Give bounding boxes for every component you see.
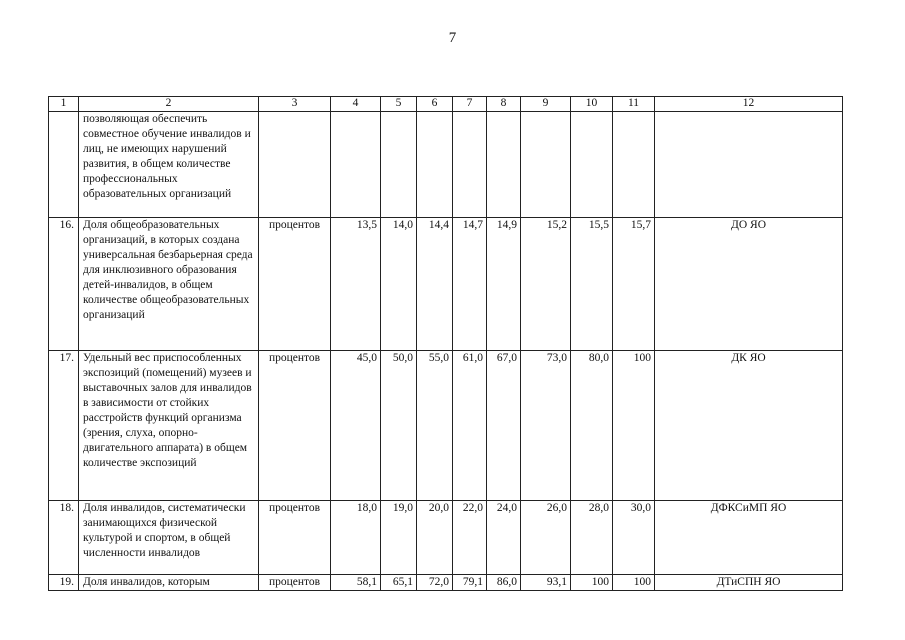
value-cell: 28,0 [571,501,613,575]
unit-cell: процентов [259,501,331,575]
header-cell: 6 [417,97,453,112]
header-cell: 8 [487,97,521,112]
value-cell: 20,0 [417,501,453,575]
header-cell: 12 [655,97,843,112]
value-cell [331,112,381,218]
header-cell: 3 [259,97,331,112]
executor-cell: ДТиСПН ЯО [655,575,843,591]
value-cell: 22,0 [453,501,487,575]
executor-cell: ДФКСиМП ЯО [655,501,843,575]
row-number-cell: 18. [49,501,79,575]
header-cell: 9 [521,97,571,112]
value-cell: 15,5 [571,218,613,351]
value-cell [521,112,571,218]
row-number-cell: 16. [49,218,79,351]
value-cell: 15,2 [521,218,571,351]
value-cell [571,112,613,218]
row-number-cell [49,112,79,218]
value-cell: 14,9 [487,218,521,351]
value-cell: 14,4 [417,218,453,351]
table-row [49,218,843,351]
header-cell: 1 [49,97,79,112]
page-number: 7 [448,30,457,46]
table-row [49,351,843,501]
table-header-row [49,97,843,112]
value-cell: 86,0 [487,575,521,591]
value-cell: 30,0 [613,501,655,575]
header-cell: 5 [381,97,417,112]
value-cell: 100 [613,351,655,501]
indicator-name-cell: Доля инвалидов, систематически занимающихся физической культурой и спортом, в общей численности инвалидов [79,501,259,575]
value-cell [613,112,655,218]
value-cell: 67,0 [487,351,521,501]
value-cell: 79,1 [453,575,487,591]
value-cell: 14,0 [381,218,417,351]
value-cell: 72,0 [417,575,453,591]
table-row [49,575,843,591]
executor-cell: ДО ЯО [655,218,843,351]
value-cell [381,112,417,218]
row-number-cell: 19. [49,575,79,591]
value-cell: 14,7 [453,218,487,351]
header-cell: 4 [331,97,381,112]
executor-cell [655,112,843,218]
unit-cell: процентов [259,218,331,351]
value-cell: 19,0 [381,501,417,575]
unit-cell [259,112,331,218]
header-cell: 7 [453,97,487,112]
value-cell: 15,7 [613,218,655,351]
indicator-name-cell: Удельный вес приспособленных экспозиций (помещений) музеев и выставочных залов для инвалидов в зависимости от стойких расстройств функций организма (зрения, слуха, опорно-двигательного аппарата) в общем количестве экспозиций [79,351,259,501]
value-cell [453,112,487,218]
value-cell: 18,0 [331,501,381,575]
value-cell: 24,0 [487,501,521,575]
value-cell: 73,0 [521,351,571,501]
value-cell: 61,0 [453,351,487,501]
header-cell: 11 [613,97,655,112]
unit-cell: процентов [259,575,331,591]
value-cell: 13,5 [331,218,381,351]
indicators-table [48,96,843,591]
value-cell: 45,0 [331,351,381,501]
row-number-cell: 17. [49,351,79,501]
executor-cell: ДК ЯО [655,351,843,501]
indicator-name-cell: Доля инвалидов, которым [79,575,259,591]
indicator-name-cell: позволяющая обеспечить совместное обучение инвалидов и лиц, не имеющих нарушений развития, в общем количестве профессиональных образовательных организаций [79,112,259,218]
value-cell: 65,1 [381,575,417,591]
indicator-name-cell: Доля общеобразовательных организаций, в которых создана универсальная безбарьерная среда для инклюзивного образования детей-инвалидов, в общем количестве общеобразовательных организаций [79,218,259,351]
value-cell: 93,1 [521,575,571,591]
value-cell: 26,0 [521,501,571,575]
value-cell [417,112,453,218]
header-cell: 10 [571,97,613,112]
value-cell: 50,0 [381,351,417,501]
value-cell [487,112,521,218]
value-cell: 100 [613,575,655,591]
unit-cell: процентов [259,351,331,501]
table-row [49,112,843,218]
header-cell: 2 [79,97,259,112]
value-cell: 100 [571,575,613,591]
value-cell: 58,1 [331,575,381,591]
table-row [49,501,843,575]
value-cell: 55,0 [417,351,453,501]
value-cell: 80,0 [571,351,613,501]
